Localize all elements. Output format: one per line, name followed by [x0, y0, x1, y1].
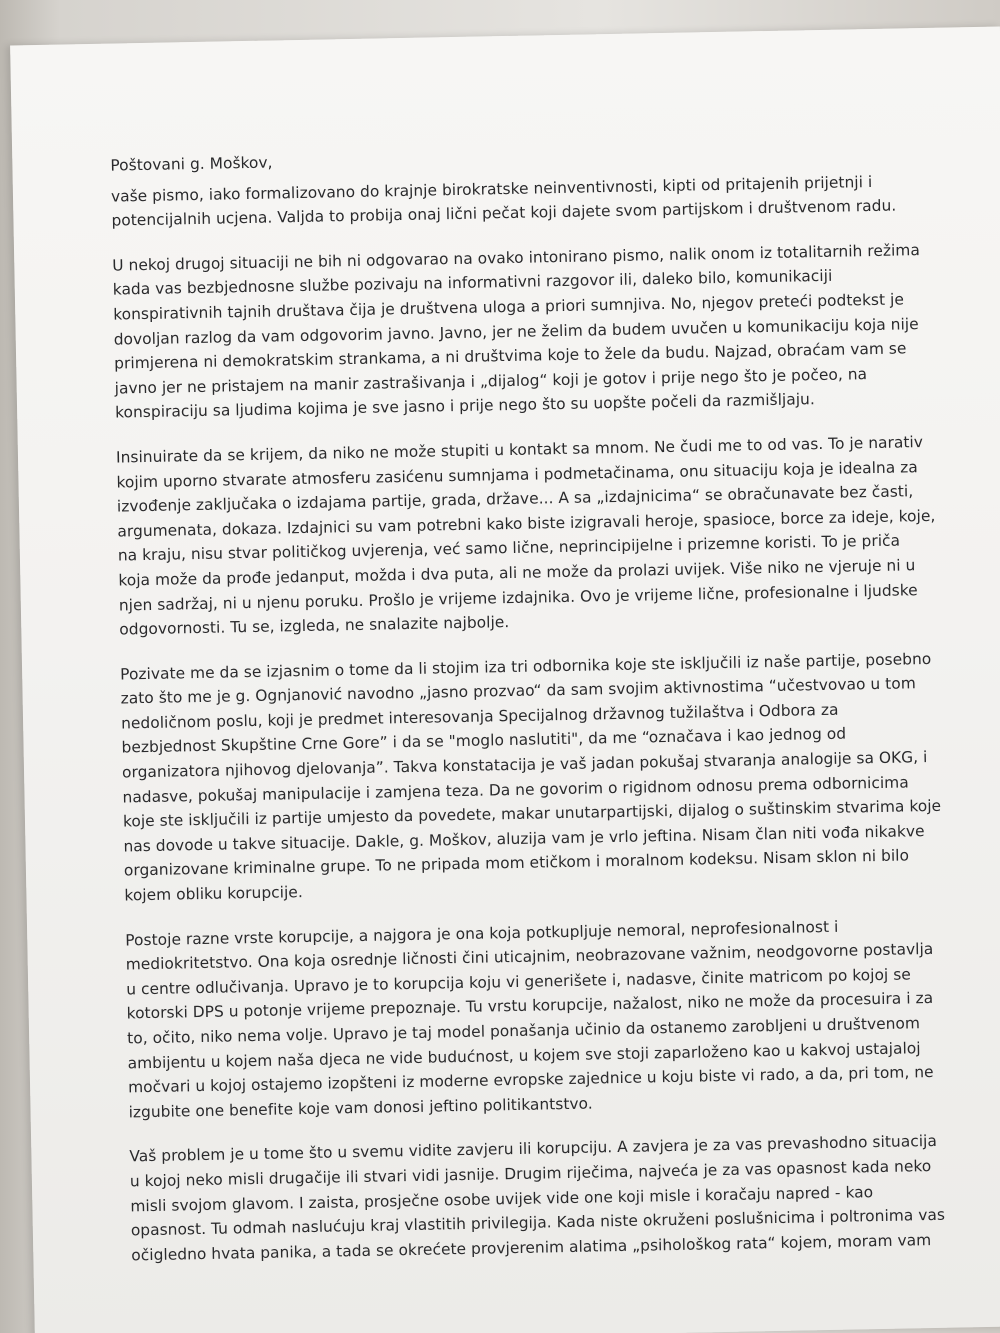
letter-page [10, 26, 1000, 1333]
letter-paragraph [112, 238, 921, 425]
letter-paragraph [129, 1129, 946, 1267]
text-line: nadasve, pokušaj manipulacije i zamjena teza. Da ne govorim o rigidnom odnosu prema odbornicima [122, 773, 909, 807]
text-line: kojim uporno stvarate atmosferu zasićenu sumnjama i podmetačinama, onu situaciju koja je idealna za [116, 457, 918, 492]
text-line: javno jer ne pristajem na manir zastrašivanja i „dijalog“ koji je gotov i prije nego što je počeo, na [114, 364, 868, 398]
text-line: koje ste isključili iz partije umjesto da povedete, makar unutarpartijski, dijalog o suštinskim stvarima koje [122, 797, 942, 831]
text-line: izgubite one benefite koje vam donosi jeftino politikantstvo. [128, 1094, 593, 1122]
text-line: konspiraciju sa ljudima kojima je sve jasno i prije nego što su uopšte počeli da razmišljaju. [114, 390, 816, 422]
letter-paragraph [111, 169, 912, 234]
text-line: vaše pismo, iako formalizovano do krajnje birokratske neinventivnosti, kipti od pritajenih prijetnji i [110, 172, 873, 206]
letter-salutation: Poštovani g. Moškov, [110, 153, 273, 175]
letter-paragraph [120, 647, 942, 908]
text-line: organizovane kriminalne grupe. To ne pripada mom etičkom i moralnom kodeksu. Nisam sklon ni bilo [123, 846, 910, 880]
text-line: koja može da prođe jedanput, možda i dva puta, ali ne može da prolazi uvijek. Više niko ne vjeruje ni u [118, 556, 916, 590]
text-line: ambijentu u kojem naša djeca ne vide budućnost, u kojem sve stoji zaparloženo kao u kakvoj ustajaloj [127, 1038, 921, 1073]
letter-body [110, 138, 946, 1287]
text-line: Insinuirate da se krijem, da niko ne može stupiti u kontakt sa mnom. Ne čudi me to od vas. To je narativ [115, 432, 924, 467]
text-line: potencijalnih ucjena. Valjda to probija onaj lični pečat koji dajete svom partijskom i društvenom radu. [111, 196, 897, 230]
text-line: Postoje razne vrste korupcije, a najgora je ona koja potkupljuje nemoral, neprofesionalnost i [125, 917, 839, 950]
text-line: u centre odlučivanja. Upravo je to korupcija koju vi generišete i, nadasve, činite matricom po kojoj se [126, 965, 911, 999]
text-line: močvari u kojoj ostajemo izopšteni iz moderne evropske zajednice u koju biste vi rado, a da, pri tom, ne [127, 1063, 934, 1097]
text-line: Pozivate me da se izjasnim o tome da li stojim iza tri odbornika koje ste isključili iz naše partije, posebno [120, 649, 932, 684]
text-line: nedoličnom poslu, koji je predmet interesovanja Specijalnog državnog tužilaštva i Odbora za [120, 700, 839, 733]
text-line: zato što me je g. Ognjanović navodno „jasno prozvao“ da sam svojim aktivnostima “učestvovao u tom [120, 674, 916, 708]
text-line: konspirativnih tajnih društava čija je društvena uloga a priori sumnjiva. No, njegov preteći podtekst je [113, 290, 905, 324]
text-line: dovoljan razlog da vam odgovorim javno. Javno, jer ne želim da budem uvučen u komunikaciju koja nije [113, 314, 919, 349]
text-line: misli svojom glavom. I zaista, prosječne osobe uvijek vide one koji misle i koračaju napred - kao [130, 1182, 874, 1215]
text-line: U nekoj drugoj situaciji ne bih ni odgovarao na ovako intonirano pismo, nalik onom iz totalitarnih režima [112, 240, 921, 275]
letter-paragraph [125, 913, 934, 1125]
text-line: njen sadržaj, ni u njenu poruku. Prošlo je vrijeme izdajnika. Ovo je vrijeme lične, profesionalne i ljudske [118, 580, 918, 615]
text-line: nas dovode u takve situacije. Dakle, g. Moškov, aluzija vam je vrlo jeftina. Nisam član niti vođa nikakve [123, 821, 925, 856]
text-line: kada vas bezbjednosne službe pozivaju na informativni razgovor ili, daleko bilo, komunikaciji [112, 267, 833, 299]
text-line: na kraju, nisu stvar političkog uvjerenja, već samo lične, neprincipijelne i prizemne koristi. To je priča [117, 531, 901, 565]
text-line: Vaš problem je u tome što u svemu vidite zavjeru ili korupciju. A zavjera je za vas prevashodno situacija [129, 1132, 938, 1166]
text-line: argumenata, dokaza. Izdajnici su vam potrebni kako biste izigravali heroje, spasioce, borce za ideje, koje, [117, 506, 936, 541]
text-line: bezbjednost Skupštine Crne Gore” i da se "moglo naslutiti", da me “označava i kao jednog od [121, 725, 847, 757]
text-line: organizatora njihovog djelovanja”. Takva konstatacija je vaš jadan pokušaj stvaranja analogije sa OKG, i [121, 748, 928, 782]
text-line: kojem obliku korupcije. [124, 883, 303, 905]
text-line: primjerena ni demokratskim strankama, a ni društvima koje to žele da budu. Najzad, obraćam vam se [114, 339, 907, 373]
text-line: opasnost. Tu odmah naslućuju kraj vlastitih privilegija. Kada niste okruženi poslušnicima i poltronima vas [130, 1205, 946, 1240]
letter-paragraphs [110, 169, 946, 1268]
text-line: kotorski DPS u potonje vrijeme prepoznaje. Tu vrstu korupcije, nažalost, niko ne može da procesuira i za [126, 989, 934, 1023]
text-line: mediokritetstvo. Ona koja osrednje ličnosti čini uticajnim, neobrazovane važnim, neodgovorne postavlja [125, 940, 934, 974]
letter-paragraph [115, 430, 936, 642]
text-line: to, očito, niko nema volje. Upravo je taj model ponašanja učinio da ostanemo zarobljeni u društvenom [127, 1014, 921, 1048]
text-line: očigledno hvata panika, a tada se okrećete provjerenim alatima „psihološkog rata“ kojem, moram vam [131, 1230, 932, 1265]
text-line: izvođenje zaključaka o izdajama partije, grada, države... A sa „izdajnicima“ se obračunavate bez časti, [116, 482, 914, 516]
text-line: odgovornosti. Tu se, izgleda, ne snalazite najbolje. [119, 613, 510, 639]
text-line: u kojoj neko misli drugačije ili stvari vidi jasnije. Drugim riječima, najveća je za vas opasnost kada neko [129, 1156, 932, 1191]
